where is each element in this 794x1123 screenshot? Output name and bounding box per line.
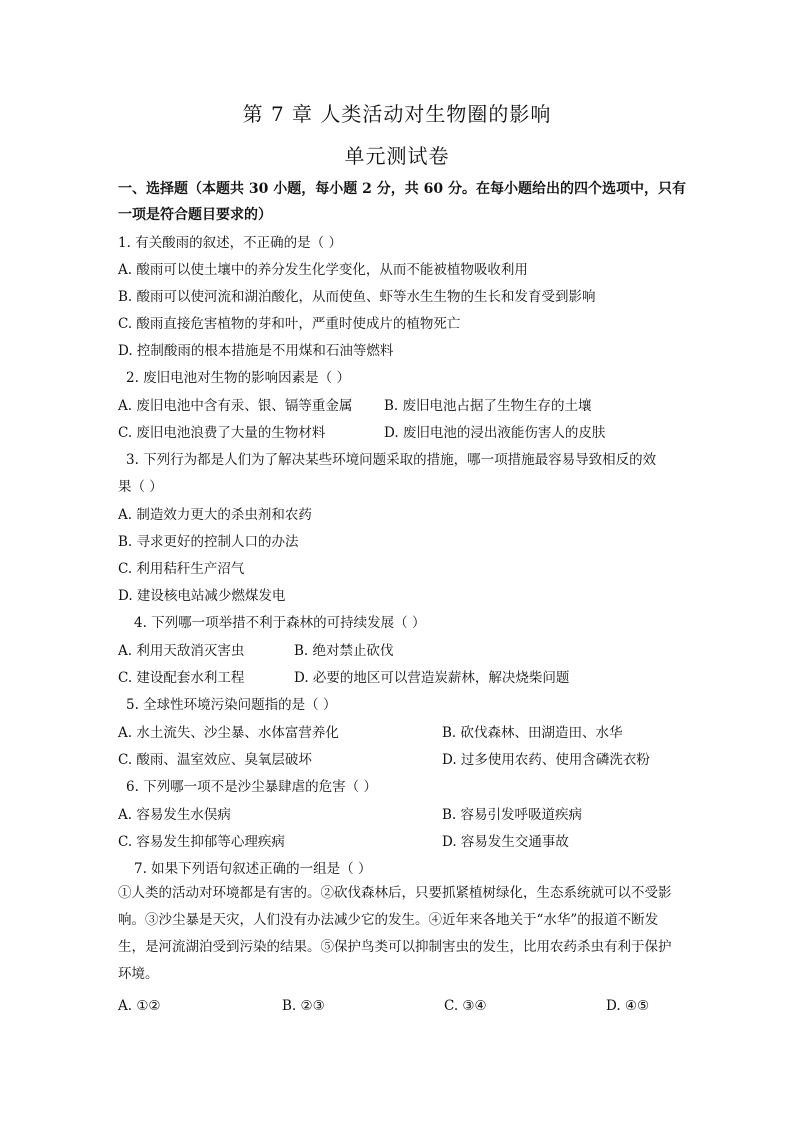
question-7-stem: 7. 如果下列语句叙述正确的一组是（ ）: [134, 861, 372, 877]
question-3-stem-line2: 果（ ）: [118, 479, 163, 495]
question-5-option-c: C. 酸雨、温室效应、臭氧层破坏: [118, 752, 312, 768]
question-3-stem-line1: 3. 下列行为都是人们为了解决某些环境问题采取的措施，哪一项措施最容易导致相反的效: [126, 452, 657, 468]
question-3-option-a: A. 制造效力更大的杀虫剂和农药: [118, 507, 312, 523]
question-5-stem: 5. 全球性环境污染问题指的是（ ）: [126, 697, 337, 713]
question-5-option-d: D. 过多使用农药、使用含磷洗衣粉: [442, 752, 650, 768]
question-2-option-a: A. 废旧电池中含有汞、银、镉等重金属: [118, 398, 353, 414]
question-6-option-c: C. 容易发生抑郁等心理疾病: [118, 834, 285, 850]
question-6-option-d: D. 容易发生交通事故: [442, 834, 569, 850]
question-4-option-b: B. 绝对禁止砍伐: [294, 643, 394, 659]
section-header-line1: 一、选择题（本题共 30 小题，每小题 2 分，共 60 分。在每小题给出的四个选项中，只有: [118, 181, 686, 197]
question-1-option-b: B. 酸雨可以使河流和湖泊酸化，从而使鱼、虾等水生生物的生长和发育受到影响: [118, 289, 596, 305]
question-2-stem: 2. 废旧电池对生物的影响因素是（ ）: [126, 370, 350, 386]
question-4-option-a: A. 利用天敌消灭害虫: [118, 643, 245, 659]
question-4-option-d: D. 必要的地区可以营造炭薪林，解决烧柴问题: [294, 670, 570, 686]
question-1-stem: 1. 有关酸雨的叙述，不正确的是（ ）: [118, 235, 342, 251]
page-subtitle: 单元测试卷: [344, 144, 450, 168]
question-2-option-b: B. 废旧电池占据了生物生存的土壤: [384, 398, 592, 414]
page-title: 第 7 章 人类活动对生物圈的影响: [242, 102, 552, 126]
question-7-option-c: C. ③④: [444, 998, 487, 1014]
question-1-option-c: C. 酸雨直接危害植物的芽和叶，严重时使成片的植物死亡: [118, 316, 461, 332]
question-6-option-b: B. 容易引发呼吸道疾病: [442, 807, 583, 823]
question-5-option-a: A. 水土流失、沙尘暴、水体富营养化: [118, 725, 339, 741]
question-1-option-a: A. 酸雨可以使土壤中的养分发生化学变化，从而不能被植物吸收利用: [118, 262, 528, 278]
question-1-option-d: D. 控制酸雨的根本措施是不用煤和石油等燃料: [118, 343, 394, 359]
question-2-option-d: D. 废旧电池的浸出液能伤害人的皮肤: [384, 425, 606, 441]
question-3-option-d: D. 建设核电站减少燃煤发电: [118, 588, 286, 604]
question-7-passage: ①人类的活动对环境都是有害的。②砍伐森林后，只要抓紧植树绿化，生态系统就可以不受影响。③沙尘暴是天灾，人们没有办法减少它的发生。④近年来各地关于“水华”的报道不断发生，是河流湖泊受到污染的结果。⑤保护鸟类可以抑制害虫的发生，比用农药杀虫有利于保护环境。: [118, 885, 672, 982]
question-6-option-a: A. 容易发生水俣病: [118, 807, 231, 823]
question-2-option-c: C. 废旧电池浪费了大量的生物材料: [118, 425, 326, 441]
section-header-line2: 一项是符合题目要求的）: [118, 207, 272, 223]
question-7-option-b: B. ②③: [282, 998, 325, 1014]
question-4-stem: 4. 下列哪一项举措不利于森林的可持续发展（ ）: [134, 615, 426, 631]
question-3-option-b: B. 寻求更好的控制人口的办法: [118, 534, 299, 550]
question-7-option-d: D. ④⑤: [606, 998, 650, 1014]
question-3-option-c: C. 利用秸秆生产沼气: [118, 561, 245, 577]
question-5-option-b: B. 砍伐森林、田湖造田、水华: [442, 725, 623, 741]
question-6-stem: 6. 下列哪一项不是沙尘暴肆虐的危害（ ）: [126, 779, 377, 795]
question-4-option-c: C. 建设配套水利工程: [118, 670, 245, 686]
question-7-option-a: A. ①②: [118, 998, 161, 1014]
